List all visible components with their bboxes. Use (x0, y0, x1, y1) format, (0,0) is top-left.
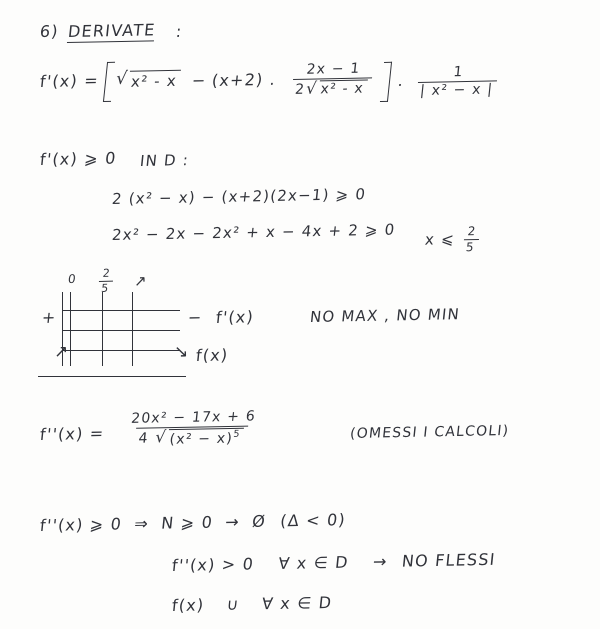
sign-chart-right-sign: − (187, 307, 204, 328)
first-derivative-term1: √ x² - x (114, 69, 182, 91)
positivity-line-1: 2 (x² − x) − (x+2)(2x−1) ⩾ 0 (111, 185, 368, 209)
sign-chart-baseline (38, 376, 186, 377)
concavity-line-2: f''(x) > 0 ∀ x ∈ D → NO FLESSI (171, 549, 497, 576)
first-derivative-term2-factor: (x+2) . (211, 69, 278, 91)
positivity-domain: IN D : (139, 151, 190, 171)
solution-fraction-denominator: 5 (462, 239, 478, 254)
solution-fraction-numerator: 2 (466, 223, 478, 239)
tick-fraction-numerator: 2 (102, 266, 112, 280)
second-derivative-denominator: 4 √ $(x^2 - x)^5$ (135, 425, 249, 448)
sign-chart-decrease-arrow-icon: ↘ (173, 341, 189, 363)
inner-fraction-numerator: 2x − 1 (305, 60, 362, 78)
outer-fraction-numerator: 1 (452, 64, 465, 81)
positivity-condition: f'(x) ⩾ 0 (39, 148, 118, 170)
positivity-line-2: 2x² − 2x − 2x² + x − 4x + 2 ⩾ 0 (111, 220, 397, 245)
concavity-line-3: f(x) ∪ ∀ x ∈ D (171, 592, 334, 616)
positivity-solution: x ⩽ $\frac{2}{5}$ (424, 225, 484, 254)
sign-chart-note: NO MAX , NO MIN (309, 305, 461, 327)
first-derivative-outer-fraction (413, 64, 501, 98)
inner-fraction-denominator: 2 √ x² - x (291, 77, 372, 97)
sign-chart-axis-arrow-icon: ↗ (133, 271, 147, 291)
section-number: 6) (39, 21, 60, 42)
first-derivative-multiplier-dot: . (397, 70, 406, 91)
second-derivative-numerator: 20x² − 17x + 6 (130, 408, 257, 427)
concavity-line-1: f''(x) ⩾ 0 ⇒ N ⩾ 0 → Ø (Δ < 0) (39, 510, 347, 536)
section-title: DERIVATE (67, 20, 157, 43)
tick-fraction-denominator: 5 (98, 280, 114, 294)
first-derivative-minus: − (191, 70, 208, 91)
section-title-colon: : (175, 21, 184, 42)
first-derivative-inner-fraction (288, 61, 376, 97)
first-derivative-bracket-close (380, 62, 392, 102)
outer-fraction-denominator: | x² − x | (416, 80, 497, 98)
second-derivative-aside: (OMESSI I CALCOLI) (349, 422, 511, 443)
second-derivative-fraction (122, 409, 262, 448)
second-derivative-lhs: f''(x) = (39, 423, 106, 445)
sign-chart-grid (62, 292, 180, 366)
sign-chart-tick-zero: 0 (67, 272, 77, 286)
sign-chart-tick-two-fifths (95, 268, 118, 295)
sign-chart-left-sign: + (41, 307, 58, 328)
first-derivative-bracket-open (103, 62, 115, 102)
sign-chart-increase-arrow-icon: ↗ (53, 341, 69, 363)
first-derivative-lhs: f'(x) = (39, 70, 100, 92)
sign-chart-row2-label: f(x) (195, 345, 230, 366)
sign-chart-row1-label: f'(x) (215, 307, 255, 328)
